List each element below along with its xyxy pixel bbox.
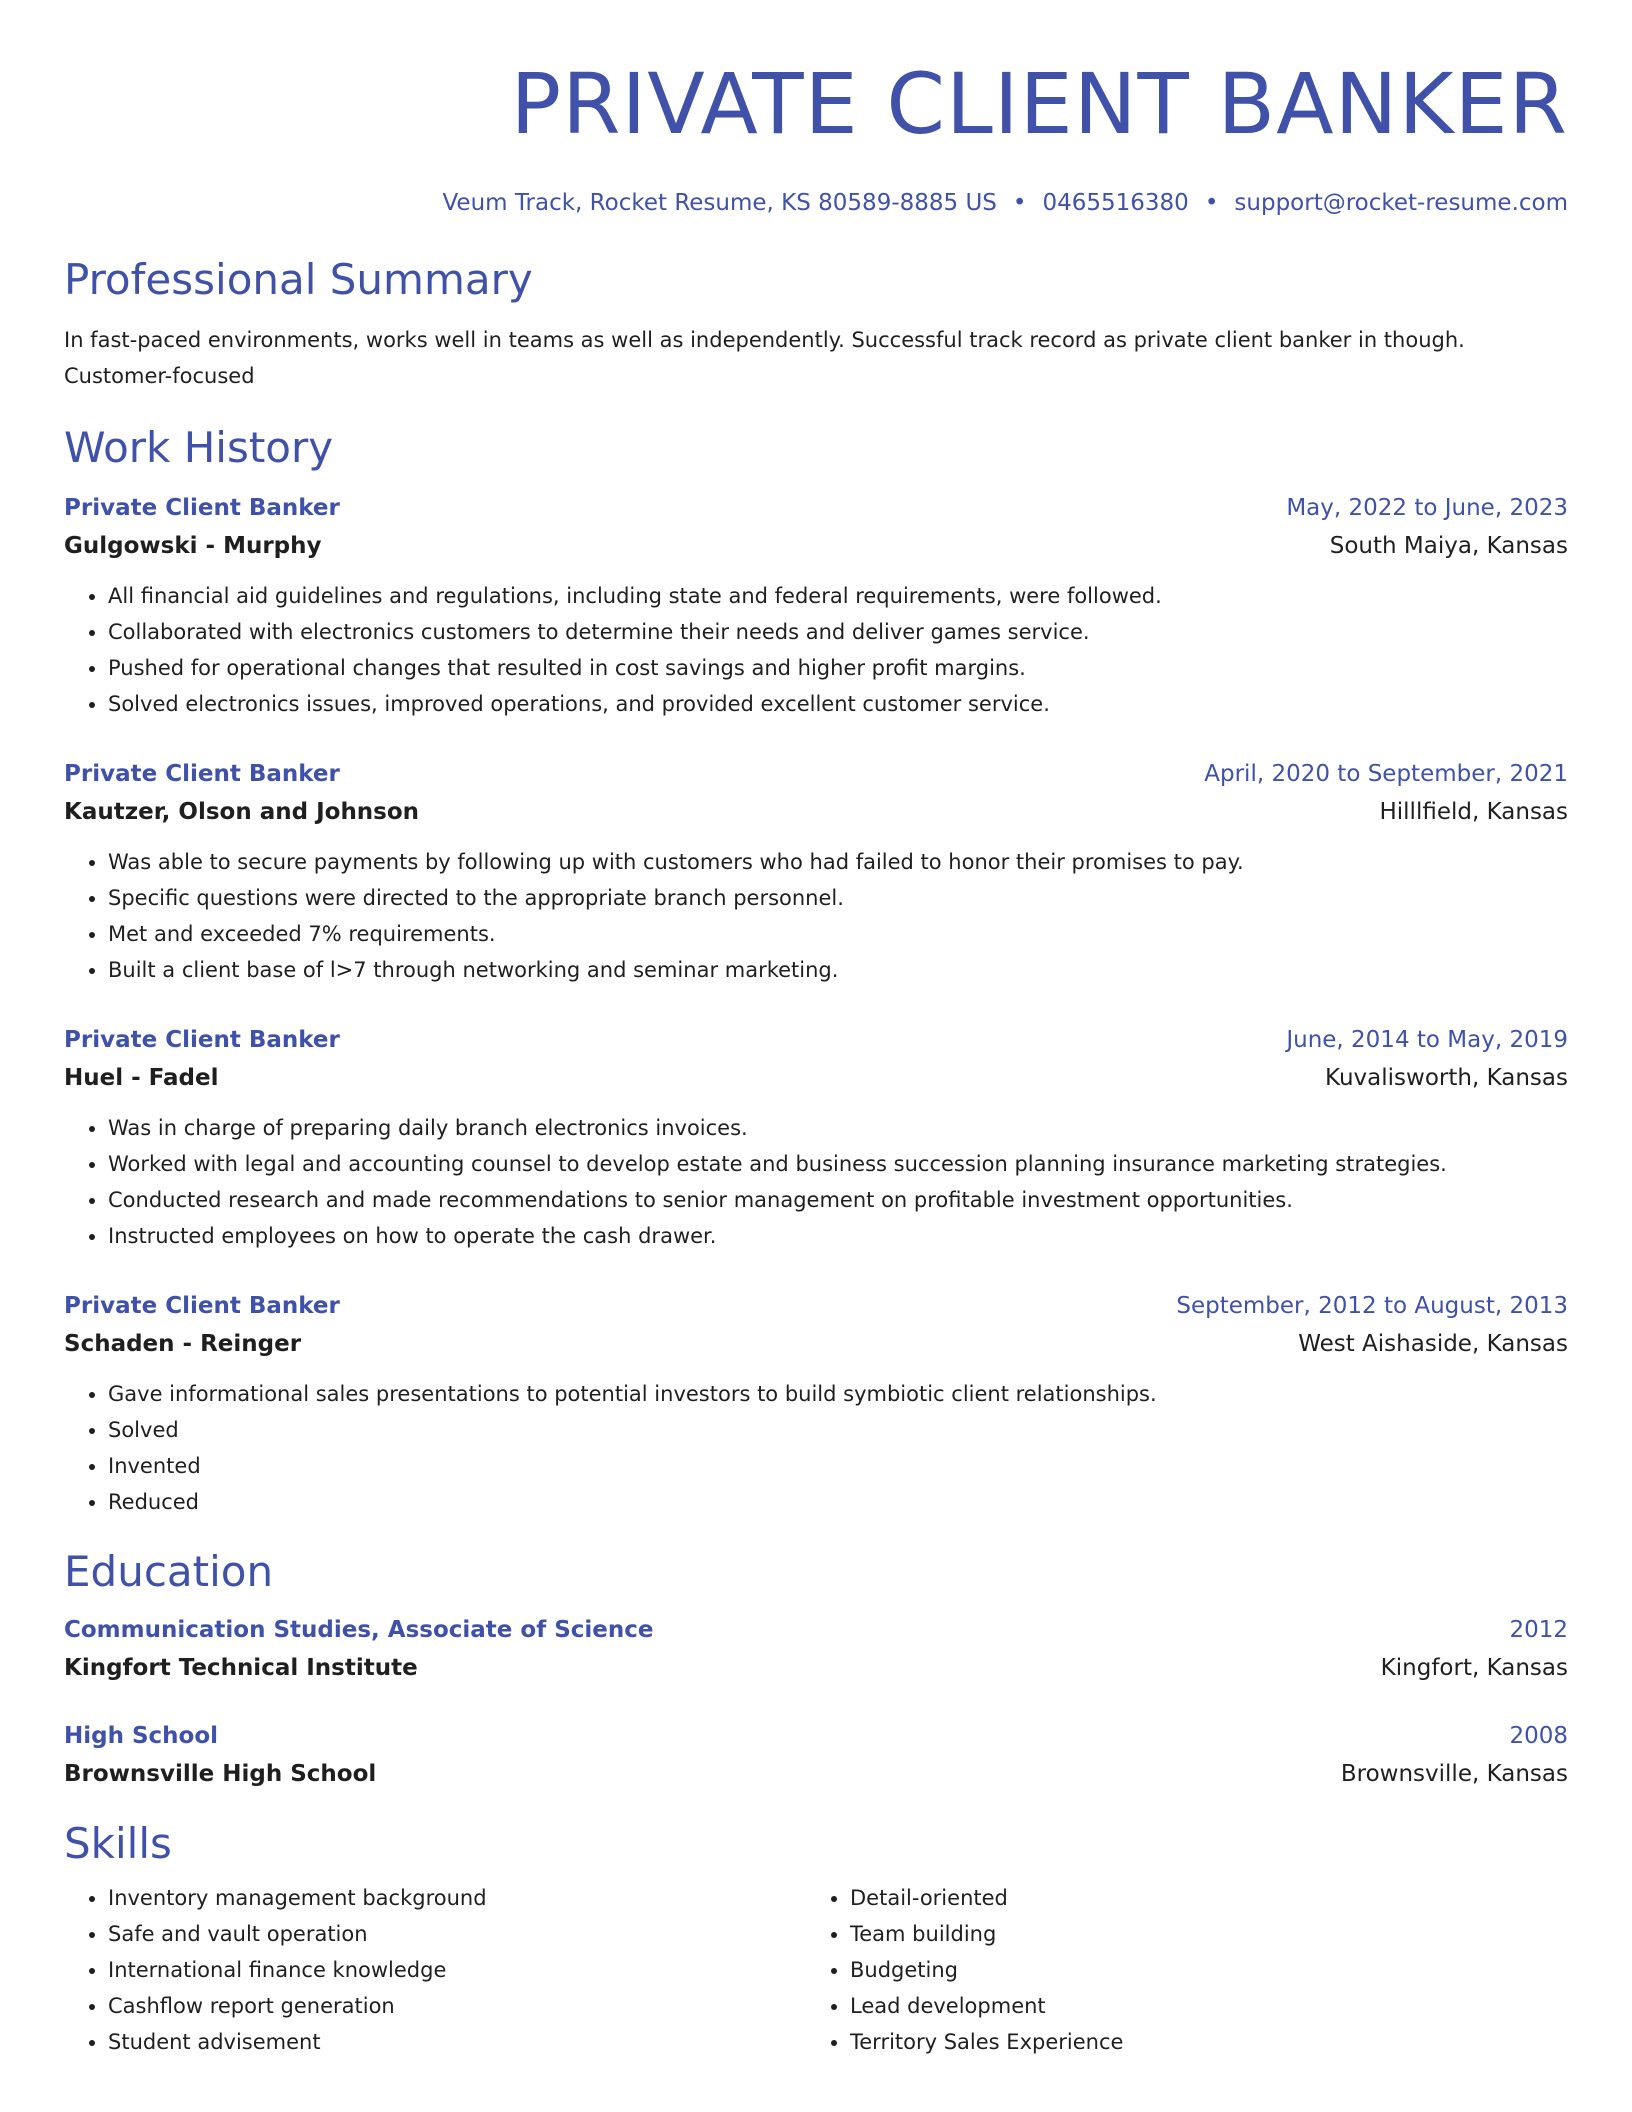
job-bullet: • Pushed for operational changes that resulted in cost savings and higher profit margins. xyxy=(108,650,1568,686)
skill-item: • International finance knowledge xyxy=(108,1952,806,1988)
job-role: Private Client Banker xyxy=(64,1293,340,1319)
job-location: Kuvalisworth, Kansas xyxy=(1325,1065,1568,1091)
education-entry xyxy=(64,1612,1568,1688)
skill-item: • Student advisement xyxy=(108,2024,806,2060)
job-role: Private Client Banker xyxy=(64,495,340,521)
work-history-list xyxy=(64,490,1568,1520)
skill-item: • Team building xyxy=(850,1916,1548,1952)
education-year: 2012 xyxy=(1509,1617,1568,1643)
section-title-skills: Skills xyxy=(64,1819,172,1868)
contact-separator: • xyxy=(1204,190,1219,216)
job-bullets xyxy=(64,578,1568,722)
job-entry xyxy=(64,756,1568,988)
section-title-summary: Professional Summary xyxy=(64,255,533,304)
skills-bullets-left xyxy=(64,1880,806,2060)
job-bullet: • Solved xyxy=(108,1412,1568,1448)
job-bullet: • Met and exceeded 7% requirements. xyxy=(108,916,1568,952)
job-bullet: • Specific questions were directed to the appropriate branch personnel. xyxy=(108,880,1568,916)
job-bullets xyxy=(64,1376,1568,1520)
job-role: Private Client Banker xyxy=(64,761,340,787)
candidate-title: PRIVATE CLIENT BANKER xyxy=(510,55,1568,153)
contact-email[interactable]: support@rocket-resume.com xyxy=(1234,190,1568,216)
job-bullet: • Gave informational sales presentations to potential investors to build symbiotic client relationships. xyxy=(108,1376,1568,1412)
job-entry xyxy=(64,490,1568,722)
job-bullet: • Collaborated with electronics customers to determine their needs and deliver games service. xyxy=(108,614,1568,650)
job-bullet: • Solved electronics issues, improved operations, and provided excellent customer service. xyxy=(108,686,1568,722)
job-bullet: • Reduced xyxy=(108,1484,1568,1520)
job-dates: September, 2012 to August, 2013 xyxy=(1176,1293,1568,1319)
job-company: Schaden - Reinger xyxy=(64,1331,302,1357)
education-year: 2008 xyxy=(1509,1723,1568,1749)
skills-column-left xyxy=(64,1880,806,2060)
skill-item: • Territory Sales Experience xyxy=(850,2024,1548,2060)
job-bullets xyxy=(64,1110,1568,1254)
contact-line xyxy=(64,188,1568,218)
job-bullets xyxy=(64,844,1568,988)
contact-separator: • xyxy=(1012,190,1027,216)
job-location: South Maiya, Kansas xyxy=(1329,533,1568,559)
job-bullet: • Worked with legal and accounting counsel to develop estate and business succession planning insurance marketing strategies. xyxy=(108,1146,1568,1182)
job-company: Kautzer, Olson and Johnson xyxy=(64,799,420,825)
skill-item: • Lead development xyxy=(850,1988,1548,2024)
job-bullet: • Instructed employees on how to operate the cash drawer. xyxy=(108,1218,1568,1254)
education-location: Kingfort, Kansas xyxy=(1380,1655,1568,1681)
job-dates: April, 2020 to September, 2021 xyxy=(1204,761,1568,787)
job-entry xyxy=(64,1022,1568,1254)
job-company: Huel - Fadel xyxy=(64,1065,219,1091)
section-title-education: Education xyxy=(64,1547,274,1596)
summary-text: In fast-paced environments, works well in teams as well as independently. Successful track record as private client banker in though. Customer-focused xyxy=(64,328,1465,388)
education-list xyxy=(64,1612,1568,1794)
education-location: Brownsville, Kansas xyxy=(1340,1761,1568,1787)
skills-column-right xyxy=(806,1880,1548,2060)
job-bullet: • Built a client base of l>7 through networking and seminar marketing. xyxy=(108,952,1568,988)
job-location: Hilllfield, Kansas xyxy=(1379,799,1568,825)
job-company: Gulgowski - Murphy xyxy=(64,533,322,559)
job-bullet: • Was able to secure payments by following up with customers who had failed to honor their promises to pay. xyxy=(108,844,1568,880)
job-role: Private Client Banker xyxy=(64,1027,340,1053)
education-school: Kingfort Technical Institute xyxy=(64,1655,418,1681)
skill-item: • Safe and vault operation xyxy=(108,1916,806,1952)
job-location: West Aishaside, Kansas xyxy=(1298,1331,1568,1357)
job-bullet: • Invented xyxy=(108,1448,1568,1484)
job-dates: June, 2014 to May, 2019 xyxy=(1286,1027,1568,1053)
skill-item: • Cashflow report generation xyxy=(108,1988,806,2024)
job-bullet: • All financial aid guidelines and regulations, including state and federal requirements, were followed. xyxy=(108,578,1568,614)
education-degree: High School xyxy=(64,1723,219,1749)
job-entry xyxy=(64,1288,1568,1520)
job-dates: May, 2022 to June, 2023 xyxy=(1286,495,1568,521)
skill-item: • Detail-oriented xyxy=(850,1880,1548,1916)
job-bullet: • Conducted research and made recommendations to senior management on profitable investment opportunities. xyxy=(108,1182,1568,1218)
skill-item: • Inventory management background xyxy=(108,1880,806,1916)
skills-list xyxy=(64,1880,1568,2060)
section-title-work-history: Work History xyxy=(64,423,334,472)
contact-phone: 0465516380 xyxy=(1042,190,1189,216)
education-entry xyxy=(64,1718,1568,1794)
education-school: Brownsville High School xyxy=(64,1761,377,1787)
education-degree: Communication Studies, Associate of Science xyxy=(64,1617,654,1643)
skill-item: • Budgeting xyxy=(850,1952,1548,1988)
job-bullet: • Was in charge of preparing daily branch electronics invoices. xyxy=(108,1110,1568,1146)
contact-address: Veum Track, Rocket Resume, KS 80589-8885 US xyxy=(442,190,997,216)
skills-bullets-right xyxy=(806,1880,1548,2060)
